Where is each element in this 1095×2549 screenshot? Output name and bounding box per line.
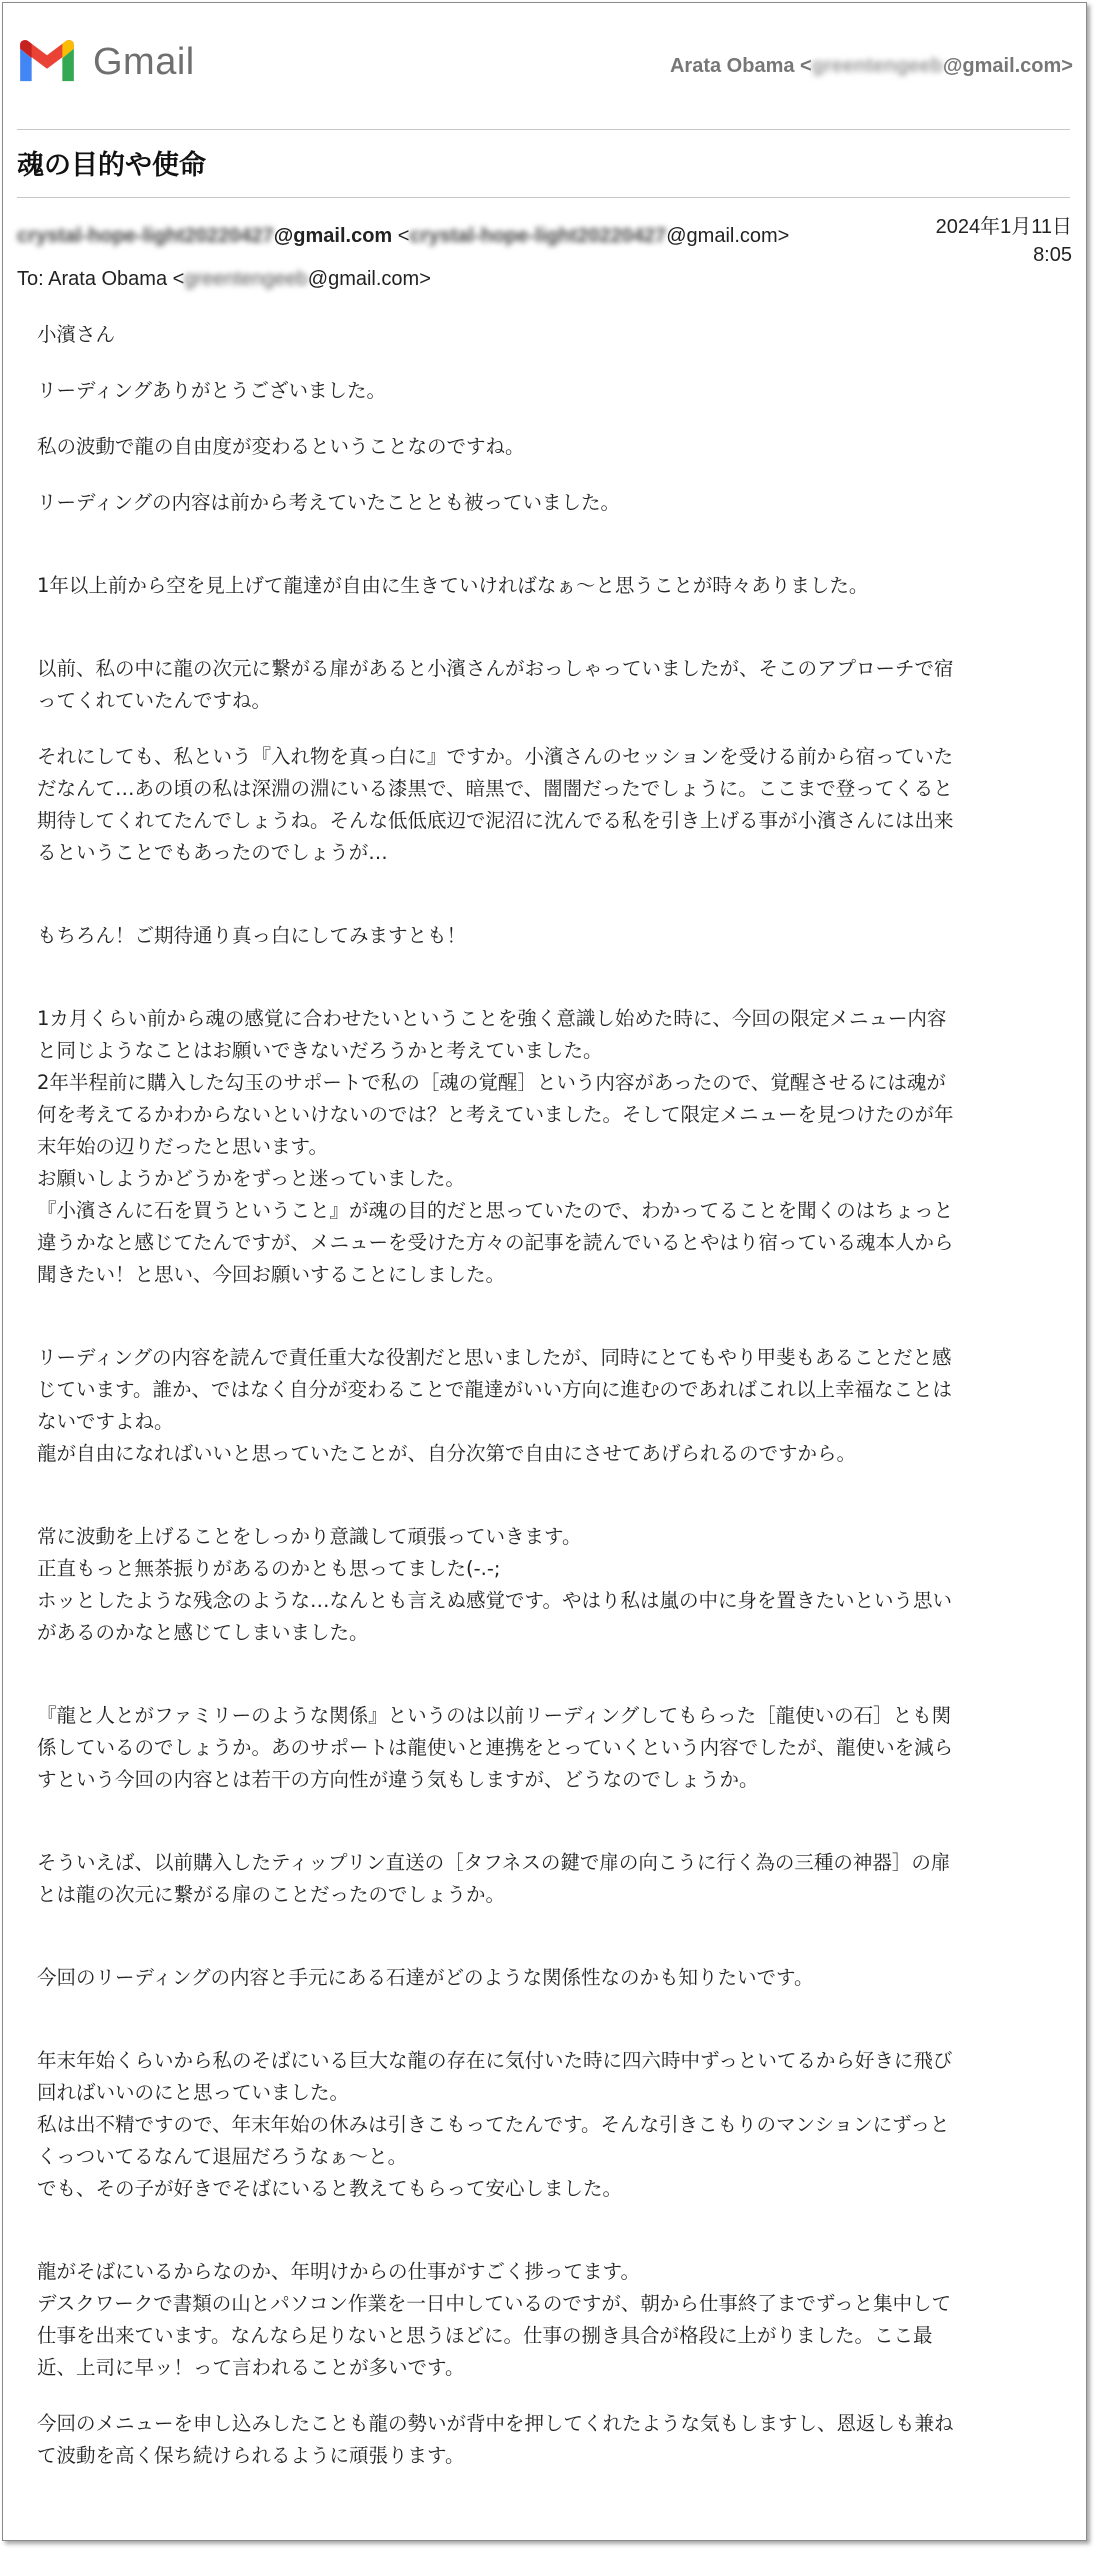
body-line: 私は出不精ですので、年末年始の休みは引きこもってたんです。そんな引きこもりのマンションにずっと — [37, 2113, 950, 2136]
message-datetime — [936, 213, 1072, 269]
body-line: じています。誰か、ではなく自分が変わることで龍達がいい方向に進むのであればこれ以上幸福なことは — [37, 1378, 952, 1401]
body-line: だなんて…あの頃の私は深淵の淵にいる漆黒で、暗黒で、闇闇だったでしょうに。ここまで登ってくると — [37, 777, 953, 800]
body-line: もちろん！ご期待通り真っ白にしてみますとも！ — [37, 924, 467, 947]
body-line: くっついてるなんて退屈だろうなぁ～と。 — [37, 2145, 408, 2168]
body-line: ないですよね。 — [37, 1410, 174, 1433]
body-line: ってくれていたんですね。 — [37, 689, 272, 712]
gmail-m-icon — [15, 39, 79, 85]
body-line: 以前、私の中に龍の次元に繋がる扉があると小濱さんがおっしゃっていましたが、そこのアプローチで宿 — [37, 657, 954, 680]
body-paragraph — [37, 375, 1057, 407]
body-paragraph — [37, 487, 1057, 519]
body-paragraph — [37, 570, 1057, 602]
body-line: 『龍と人とがファミリーのような関係』というのは以前リーディングしてもらった［龍使いの石］とも関 — [37, 1704, 952, 1727]
body-line: 今回のメニューを申し込みしたことも龍の勢いが背中を押してくれたような気もしますし、恩返しも兼ね — [37, 2412, 954, 2435]
body-line: 龍がそばにいるからなのか、年明けからの仕事がすごく捗ってます。 — [37, 2260, 640, 2283]
body-paragraph — [37, 319, 1057, 351]
body-line: ホッとしたような残念のような…なんとも言えぬ感覚です。やはり私は嵐の中に身を置きたいという思い — [37, 1589, 952, 1612]
body-line: でも、その子が好きでそばにいると教えてもらって安心しました。 — [37, 2177, 623, 2200]
body-line: 近、上司に早ッ！って言われることが多いです。 — [37, 2356, 465, 2379]
sender-email-blurred: crystal-hope-light20220427 — [17, 225, 274, 247]
sender-email-domain: @gmail.com — [273, 225, 393, 247]
body-paragraph — [37, 2045, 1057, 2205]
body-line: 小濱さん — [37, 323, 116, 346]
body-line: 末年始の辺りだったと思います。 — [37, 1135, 328, 1158]
account-email-blurred: greentengeeb — [811, 55, 943, 77]
body-line: そういえば、以前購入したティップリン直送の［タフネスの鍵で扉の向こうに行く為の三種の神器］の扉 — [37, 1851, 951, 1874]
body-line: お願いしようかどうかをずっと迷っていました。 — [37, 1167, 465, 1190]
body-paragraph — [37, 1847, 1057, 1911]
body-line: 何を考えてるかわからないといけないのでは？と考えていました。そして限定メニューを見つけたのが年 — [37, 1103, 954, 1126]
body-line: 年末年始くらいから私のそばにいる巨大な龍の存在に気付いた時に四六時中ずっといてるから好きに飛び — [37, 2049, 953, 2072]
body-line: 回ればいいのにと思っていました。 — [37, 2081, 350, 2104]
recipient-email-domain: @gmail.com> — [307, 268, 431, 290]
body-line: 常に波動を上げることをしっかり意識して頑張っていきます。 — [37, 1525, 582, 1548]
sender-email-domain-2: @gmail.com> — [666, 225, 790, 247]
body-paragraph — [37, 1521, 1057, 1649]
body-line: て波動を高く保ち続けられるように頑張ります。 — [37, 2444, 465, 2467]
body-line: 龍が自由になればいいと思っていたことが、自分次第で自由にさせてあげられるのですから。 — [37, 1442, 857, 1465]
sender-line: crystal-hope-light20220427 @gmail.com < crystal-hope-light20220427 @gmail.com> — [17, 225, 790, 247]
body-line: と同じようなことはお願いできないだろうかと考えていました。 — [37, 1039, 603, 1062]
body-paragraph — [37, 431, 1057, 463]
body-paragraph — [37, 653, 1057, 717]
email-body — [37, 319, 1057, 2472]
body-paragraph — [37, 1342, 1057, 1470]
to-label: To: Arata Obama < — [17, 268, 185, 290]
email-subject: 魂の目的や使命 — [17, 150, 206, 181]
body-line: すという今回の内容とは若干の方向性が違う気もしますが、どうなのでしょうか。 — [37, 1768, 759, 1791]
body-line: とは龍の次元に繋がる扉のことだったのでしょうか。 — [37, 1883, 506, 1906]
message-time: 8:05 — [1033, 244, 1072, 266]
gmail-wordmark: Gmail — [93, 40, 195, 83]
email-print-frame — [2, 2, 1087, 2541]
body-paragraph — [37, 1700, 1057, 1796]
recipient-email-blurred: greentengeeb — [184, 268, 308, 290]
body-line: るということでもあったのでしょうが… — [37, 841, 388, 864]
body-line: リーディングの内容を読んで責任重大な役割だと思いましたが、同時にとてもやり甲斐もあることだと感 — [37, 1346, 952, 1369]
body-line: 期待してくれてたんでしょうね。そんな低低底辺で泥沼に沈んでる私を引き上げる事が小濱さんには出来 — [37, 809, 954, 832]
body-line: リーディングありがとうございました。 — [37, 379, 387, 402]
body-line: 仕事を出来ています。なんなら足りないと思うほどに。仕事の捌き具合が格段に上がりました。ここ最 — [37, 2324, 933, 2347]
body-line: 1カ月くらい前から魂の感覚に合わせたいということを強く意識し始めた時に、今回の限定メニュー内容 — [37, 1007, 947, 1030]
body-line: があるのかなと感じてしまいました。 — [37, 1621, 369, 1644]
subject-divider — [17, 197, 1070, 198]
body-line: 係しているのでしょうか。あのサポートは龍使いと連携をとっていくという内容でしたが、龍使いを減ら — [37, 1736, 954, 1759]
recipient-line — [17, 268, 431, 291]
message-date: 2024年1月11日 — [935, 216, 1072, 238]
body-line: 1年以上前から空を見上げて龍達が自由に生きていければなぁ～と思うことが時々ありました。 — [37, 574, 869, 597]
body-line: リーディングの内容は前から考えていたこととも被っていました。 — [37, 491, 621, 514]
account-email-domain: @gmail.com> — [942, 55, 1073, 77]
account-info: Arata Obama < greentengeeb @gmail.com> — [669, 55, 1073, 77]
body-paragraph — [37, 920, 1057, 952]
body-line: 聞きたい！と思い、今回お願いすることにしました。 — [37, 1263, 506, 1286]
body-paragraph — [37, 2408, 1057, 2472]
body-paragraph — [37, 1003, 1057, 1291]
body-line: 今回のリーディングの内容と手元にある石達がどのような関係性なのかも知りたいです。 — [37, 1966, 814, 1989]
body-paragraph — [37, 741, 1057, 869]
body-line: 私の波動で龍の自由度が変わるということなのですね。 — [37, 435, 525, 458]
header-divider — [17, 129, 1070, 130]
body-line: 違うかなと感じてたんですが、メニューを受けた方々の記事を読んでいるとやはり宿っている魂本人から — [37, 1231, 954, 1254]
body-line: デスクワークで書類の山とパソコン作業を一日中しているのですが、朝から仕事終了までずっと集中して — [37, 2292, 952, 2315]
body-paragraph — [37, 1962, 1057, 1994]
body-paragraph — [37, 2256, 1057, 2384]
sender-email-blurred-2: crystal-hope-light20220427 — [409, 225, 667, 247]
body-line: 正直もっと無茶振りがあるのかとも思ってました(-.-; — [37, 1557, 501, 1580]
body-line: 2年半程前に購入した勾玉のサポートで私の［魂の覚醒］という内容があったので、覚醒させるには魂が — [37, 1071, 946, 1094]
email-header — [13, 33, 1073, 93]
body-line: 『小濱さんに石を買うということ』が魂の目的だと思っていたので、わかってることを聞くのはちょっと — [37, 1199, 954, 1222]
account-name: Arata Obama — [669, 55, 795, 77]
body-line: それにしても、私という『入れ物を真っ白に』ですか。小濱さんのセッションを受ける前から宿っていた — [37, 745, 954, 768]
gmail-logo — [15, 39, 195, 85]
